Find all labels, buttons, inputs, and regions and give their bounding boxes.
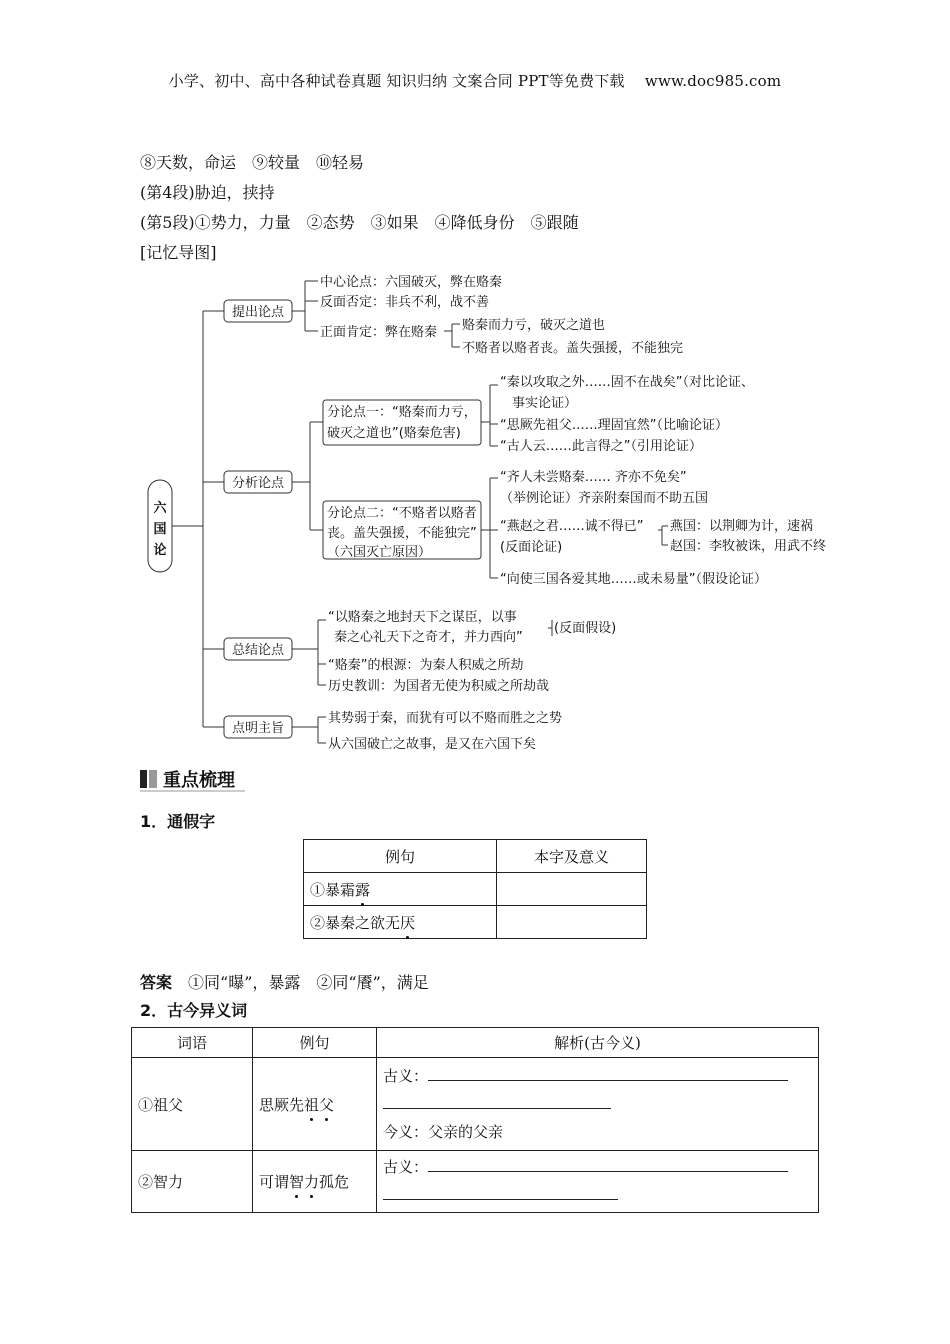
branch1-sub-2: 不赂者以赂者丧。盖失强援，不能独完 <box>462 341 684 356</box>
root-char-1: 六 <box>153 501 167 516</box>
q2-row-2-blank-1[interactable] <box>428 1157 788 1172</box>
q2-row-1-blank-2[interactable] <box>383 1094 611 1109</box>
section-bar-icon-2 <box>149 770 157 788</box>
intro-line-3: (第5段)①势力，力量 ②态势 ③如果 ④降低身份 ⑤跟随 <box>140 213 579 232</box>
q1-table <box>303 839 647 939</box>
q2-row-1-word: ①祖父 <box>132 1058 253 1151</box>
q2-header-analysis: 解析(古今义) <box>377 1028 819 1058</box>
point2-line-2: 丧。盖失强援，不能独完” <box>327 526 477 541</box>
point1-item-2: “思厥先祖父……理固宜然”（比喻论证） <box>500 418 728 433</box>
root-char-3: 论 <box>153 543 167 558</box>
branch4-item-1: 其势弱于秦，而犹有可以不赂而胜之之势 <box>328 711 563 726</box>
q2-row-2-gu-label: 古义： <box>383 1158 429 1176</box>
section-underline <box>140 790 245 792</box>
branch3-item-2: “赂秦”的根源：为秦人积威之所劫 <box>328 658 524 673</box>
answer-text: ①同“曝”，暴露 ②同“餍”，满足 <box>188 973 429 992</box>
point2-item-2: “燕赵之君……诚不得已” <box>500 519 644 534</box>
point2-line-3: （六国灭亡原因） <box>327 545 432 560</box>
q2-row-2-blank-2[interactable] <box>383 1185 618 1200</box>
q2-row-2-example: 可谓智力孤危 <box>253 1151 377 1213</box>
q2-row-1-analysis <box>377 1058 819 1151</box>
branch4-label: 点明主旨 <box>231 721 285 736</box>
section-title: 重点梳理 <box>163 770 235 791</box>
point2-item-3: “向使三国各爱其地……或未易量”（假设论证） <box>500 572 767 587</box>
q2-row-1-gu-label: 古义： <box>383 1067 429 1085</box>
intro-line-2: (第4段)胁迫，挟持 <box>140 183 275 202</box>
page-header: 小学、初中、高中各种试卷真题 知识归纳 文案合同 PPT等免费下载 www.doc985.com <box>168 72 782 90</box>
branch3-label: 总结论点 <box>231 643 285 658</box>
branch3-item-1b: 秦之心礼天下之奇才，并力西向” <box>334 630 523 645</box>
q1-row-1-answer <box>497 873 647 906</box>
q1-header-example: 例句 <box>304 840 497 873</box>
q1-row-1-example: ①暴霜露 <box>304 873 497 906</box>
branch2-label: 分析论点 <box>231 476 285 491</box>
branch1-item-2: 反面否定：非兵不利，战不善 <box>320 295 490 310</box>
point2-item-1: “齐人未尝赂秦…… 齐亦不免矣” <box>500 470 687 485</box>
root-char-2: 国 <box>153 522 167 537</box>
branch4-item-2: 从六国破亡之故事，是又在六国下矣 <box>328 737 537 752</box>
point2-item-2b: (反面论证) <box>500 540 563 555</box>
q1-header-meaning: 本字及意义 <box>497 840 647 873</box>
q2-row-2-analysis <box>377 1151 819 1213</box>
root-node <box>153 500 167 558</box>
q1-row-2-answer <box>497 906 647 939</box>
q2-row-1-blank-1[interactable] <box>428 1066 788 1081</box>
branch1-label: 提出论点 <box>231 305 285 320</box>
mindmap-heading: [记忆导图] <box>140 243 217 262</box>
q2-table <box>131 1027 819 1213</box>
yan-item: 燕国：以荆卿为计，速祸 <box>670 519 814 534</box>
point1-line-1: 分论点一：“赂秦而力亏， <box>327 405 477 420</box>
q2-header-word: 词语 <box>132 1028 253 1058</box>
branch1-item-3: 正面肯定：弊在赂秦 <box>320 325 438 340</box>
point1-item-1b: 事实论证） <box>512 396 578 411</box>
q1-title: 1．通假字 <box>140 812 216 831</box>
q2-header-example: 例句 <box>253 1028 377 1058</box>
point1-item-3: “古人云……此言得之”（引用论证） <box>500 439 702 454</box>
q1-row-2-example: ②暴秦之欲无厌 <box>304 906 497 939</box>
point2-line-1: 分论点二：“不赂者以赂者 <box>327 506 477 521</box>
answer-label: 答案 <box>140 973 173 992</box>
q2-row-1-example: 思厥先祖父 <box>253 1058 377 1151</box>
answer-line <box>140 970 429 993</box>
zhao-item: 赵国：李牧被诛，用武不终 <box>670 539 827 554</box>
branch3-item-1: “以赂秦之地封天下之谋臣，以事 <box>328 610 517 625</box>
branch1-sub-1: 赂秦而力亏，破灭之道也 <box>462 318 606 333</box>
branch3-item-1c: (反面假设) <box>554 621 617 636</box>
point2-item-1b: （举例论证）齐亲附秦国而不助五国 <box>500 491 709 506</box>
q2-row-2-word: ②智力 <box>132 1151 253 1213</box>
point1-line-2: 破灭之道也”(赂秦危害) <box>327 426 461 441</box>
point1-item-1: “秦以攻取之外……固不在战矣”（对比论证、 <box>500 375 754 390</box>
intro-line-1: ⑧天数，命运 ⑨较量 ⑩轻易 <box>140 153 365 172</box>
branch3-item-3: 历史教训：为国者无使为积威之所劫哉 <box>328 679 550 694</box>
q2-title: 2．古今异义词 <box>140 1001 248 1020</box>
section-bar-icon <box>140 770 147 788</box>
q2-row-1-jin: 今义：父亲的父亲 <box>383 1123 504 1141</box>
section-heading <box>140 766 235 792</box>
branch1-item-1: 中心论点：六国破灭，弊在赂秦 <box>320 275 503 290</box>
